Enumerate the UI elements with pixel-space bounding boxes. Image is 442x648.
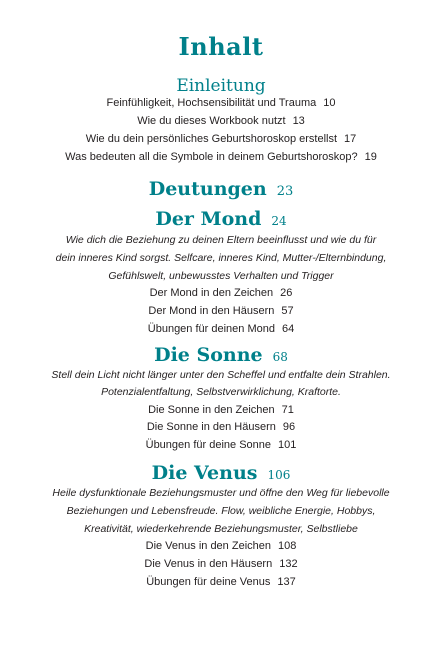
page-title: Inhalt: [178, 32, 264, 61]
toc-entry-venus[interactable]: [0, 462, 442, 484]
toc-entry-page: 137: [277, 576, 296, 588]
toc-entry[interactable]: [0, 284, 442, 302]
toc-entry-text: Feinfühligkeit, Hochsensibilität und Trauma: [106, 97, 317, 109]
toc-entry[interactable]: [0, 148, 442, 166]
toc-entry[interactable]: [0, 555, 442, 573]
toc-entry[interactable]: [0, 94, 442, 112]
section-heading-deutungen: Deutungen: [148, 178, 267, 200]
toc-entry-mond[interactable]: [0, 208, 442, 230]
toc-entry-page: 108: [278, 540, 297, 552]
toc-entry-page: 64: [281, 323, 295, 335]
section-page: 106: [267, 468, 291, 482]
toc-entry-page: 13: [292, 115, 305, 127]
toc-entry[interactable]: [0, 112, 442, 130]
toc-entry[interactable]: [0, 418, 442, 436]
toc-entry-text: Der Mond in den Zeichen: [149, 287, 274, 299]
toc-entry-page: 19: [364, 151, 377, 163]
section-description-line: Stell dein Licht nicht länger unter den Scheffel und entfalte dein Strahlen.: [51, 369, 391, 381]
section-heading-mond: Der Mond: [155, 208, 262, 230]
section-description-line: Heile dysfunktionale Beziehungsmuster und öffne den Weg für liebevolle: [52, 487, 390, 499]
section-description-line: Kreativität, wiederkehrende Beziehungsmuster, Selbstliebe: [84, 523, 358, 535]
section-description-line: Wie dich die Beziehung zu deinen Eltern beeinflusst und wie du für: [65, 234, 377, 246]
toc-entry-page: 71: [281, 404, 294, 416]
toc-entry-page: 132: [279, 558, 298, 570]
section-heading-einleitung: Einleitung: [176, 76, 266, 96]
toc-entry-text: Übungen für deine Venus: [146, 576, 271, 588]
toc-entry-text: Der Mond in den Häusern: [148, 305, 275, 317]
toc-entry-text: Wie du dieses Workbook nutzt: [137, 115, 286, 127]
section-description-line: Potenzialentfaltung, Selbstverwirklichung, Kraftorte.: [101, 386, 341, 398]
section-page: 68: [272, 350, 288, 364]
toc-entry-text: Die Sonne in den Häusern: [146, 421, 276, 433]
section-page: 23: [276, 184, 294, 199]
toc-entry-page: 57: [281, 305, 294, 317]
toc-entry[interactable]: [0, 573, 442, 591]
toc-entry-text: Wie du dein persönliches Geburtshoroskop erstellst: [85, 133, 338, 145]
section-heading-venus: Die Venus: [151, 462, 258, 484]
toc-entry[interactable]: [0, 436, 442, 454]
toc-entry[interactable]: [0, 302, 442, 320]
toc-entry-page: 26: [280, 287, 293, 299]
toc-entry-text: Übungen für deinen Mond: [147, 323, 275, 335]
toc-entry-text: Die Sonne in den Zeichen: [148, 404, 275, 416]
section-description-line: dein inneres Kind sorgst. Selfcare, inneres Kind, Mutter-/Elternbindung,: [55, 252, 387, 264]
toc-entry[interactable]: [0, 320, 442, 338]
toc-entry-page: 101: [278, 439, 297, 451]
toc-entry-deutungen[interactable]: [0, 178, 442, 200]
toc-entry-text: Die Venus in den Zeichen: [145, 540, 271, 552]
toc-entry-text: Was bedeuten all die Symbole in deinem Geburtshoroskop?: [65, 151, 358, 163]
toc-entry-sonne[interactable]: [0, 344, 442, 366]
section-description-line: Beziehungen und Lebensfreude. Flow, weibliche Energie, Hobbys,: [66, 505, 376, 517]
toc-entry-page: 17: [344, 133, 357, 145]
toc-entry-text: Die Venus in den Häusern: [144, 558, 273, 570]
toc-entry-page: 10: [323, 97, 336, 109]
section-description-line: Gefühlswelt, unbewusstes Verhalten und Trigger: [108, 270, 334, 282]
toc-entry[interactable]: [0, 130, 442, 148]
toc-entry[interactable]: [0, 401, 442, 419]
toc-entry-text: Übungen für deine Sonne: [145, 439, 272, 451]
toc-entry-page: 96: [282, 421, 296, 433]
toc-entry[interactable]: [0, 537, 442, 555]
section-heading-sonne: Die Sonne: [154, 344, 263, 366]
section-page: 24: [271, 214, 287, 228]
